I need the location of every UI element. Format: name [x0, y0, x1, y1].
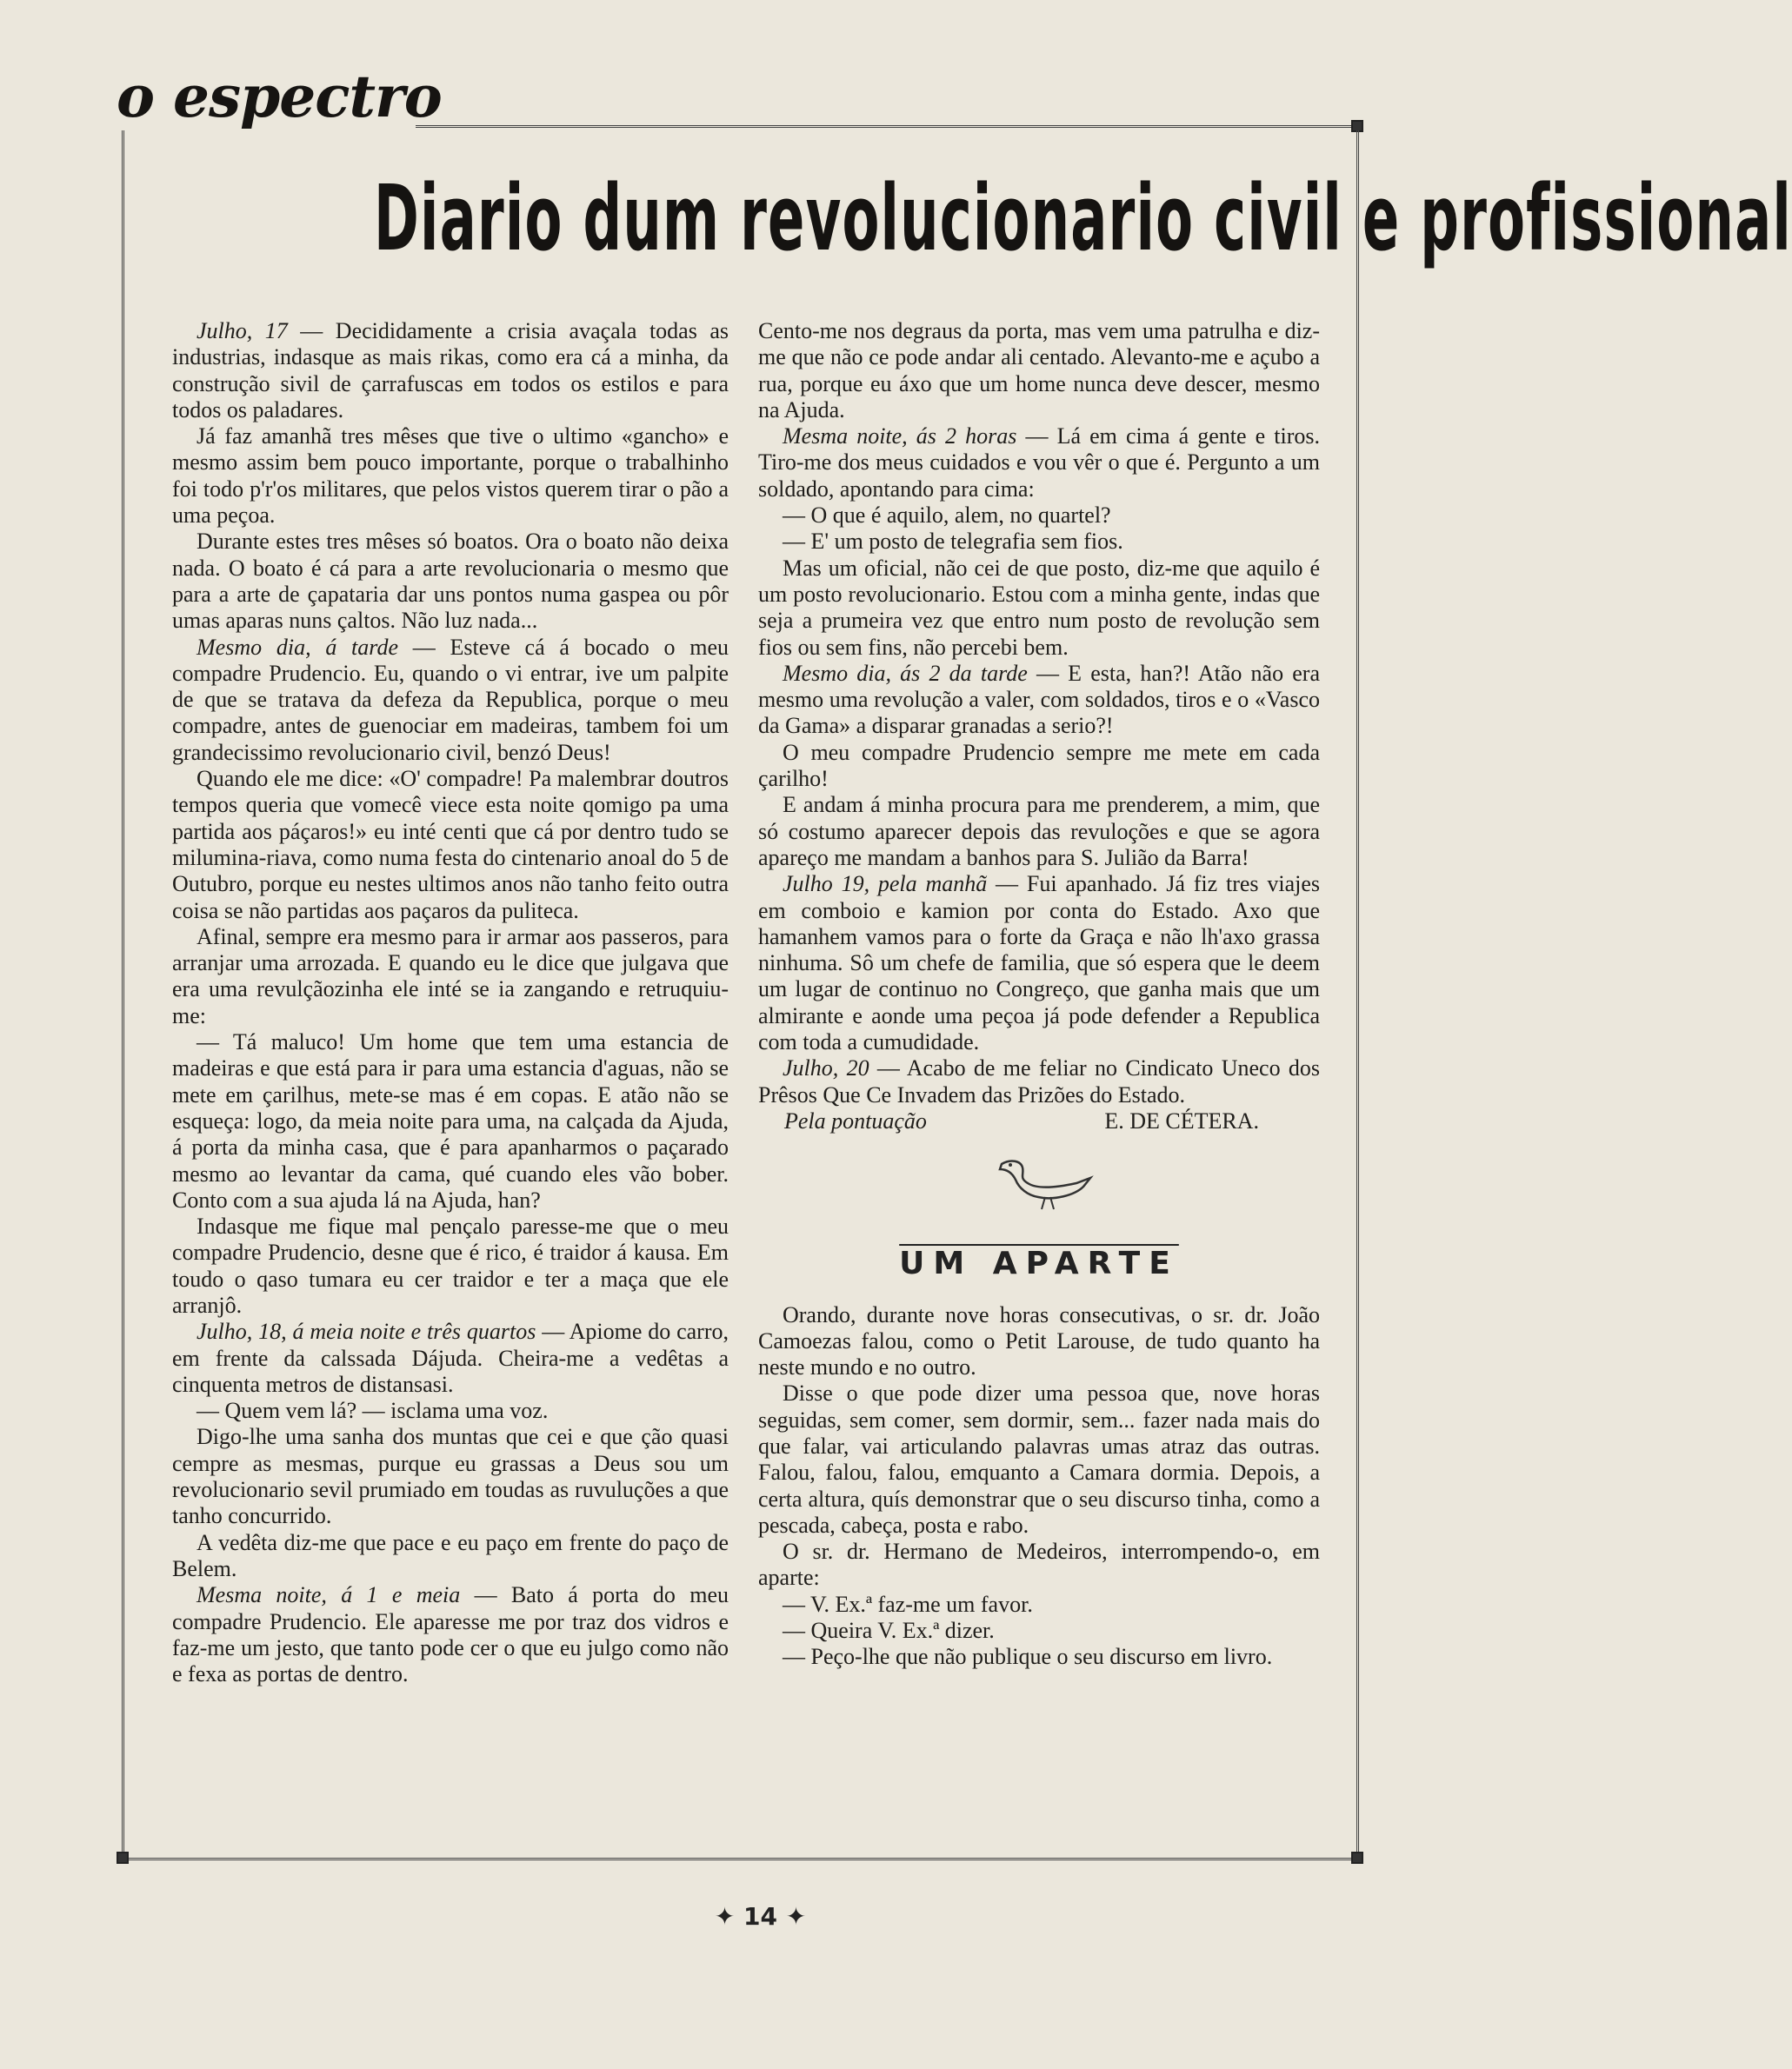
left_column-paragraph	[172, 1029, 729, 1214]
left_column-paragraph	[172, 1214, 729, 1319]
left_column-paragraph	[172, 924, 729, 1029]
diary-date: Mesma noite, á 1 e meia	[197, 1582, 461, 1608]
right_column-paragraph	[758, 423, 1320, 502]
paragraph-text: — Lá em cima á gente e tiros. Tiro-me dos meus cuidados e vou vêr o que é. Pergunto a um soldado, apontando para cima:	[758, 423, 1321, 502]
paragraph-text: — Peço-lhe que não publique o seu discurso em livro.	[783, 1644, 1273, 1670]
signature-line	[758, 1108, 1320, 1134]
aparte.paragraphs-paragraph	[758, 1618, 1320, 1644]
paragraph-text: — Apiome do carro, em frente da calssada Dájuda. Cheira-me a vedêtas a cinquenta metros de distansasi.	[172, 1319, 729, 1397]
bottom-rule	[122, 1858, 1359, 1860]
right_column-paragraph	[758, 502, 1320, 529]
paragraph-text: Cento-me nos degraus da porta, mas vem uma patrulha e diz-me que não ce pode andar ali centado. Alevanto-me e açubo a rua, porque eu áxo que um home nunca deve descer, mesmo na Ajuda.	[758, 318, 1320, 422]
right_column-paragraph	[758, 792, 1320, 871]
left_column-paragraph	[172, 318, 729, 423]
frame-left-rule	[122, 130, 124, 1860]
paragraph-text: Quando ele me dice: «O' compadre! Pa malembrar doutros tempos queria que vomecê viece esta noite qomigo pa uma partida aos páçaros!» eu inté centi que cá por dentro tudo se milumina-riava, como numa festa do cintenario anoal do 5 de Outubro, porque eu nestes ultimos anos não tanho feito outra coisa se não partidas aos paçaros da puliteca.	[172, 766, 729, 923]
aparte.paragraphs-paragraph	[758, 1380, 1320, 1539]
corner-ornament-bottom-right	[1351, 1852, 1363, 1864]
right_column-paragraph	[758, 556, 1320, 661]
right_column-paragraph	[758, 318, 1320, 423]
diary-date: Julho, 18, á meia noite e três quartos	[197, 1319, 536, 1345]
paragraph-text: — Fui apanhado. Já fiz tres viajes em comboio e kamion por conta do Estado. Axo que hamanhem vamos para o forte da Graça e não lh'axo grassa ninhuma. Sô um chefe de familia, que só espera que le deem um lugar de continuo no Congreço, que ganha mais que um almirante e aonde uma peçoa já pode defender a Republica com toda a cumudidade.	[758, 871, 1320, 1055]
left_column-paragraph	[172, 766, 729, 924]
paragraph-text: — V. Ex.ª faz-me um favor.	[783, 1591, 1033, 1617]
goose-ornament-icon	[993, 1152, 1097, 1213]
paragraph-text: Indasque me fique mal pençalo paresse-me que o meu compadre Prudencio, desne que é rico, é traidor á kausa. Em toudo o qaso tumara eu cer traidor e ter a maça que ele arranjô.	[172, 1214, 729, 1318]
right_column-paragraph	[758, 529, 1320, 555]
right_column-paragraph	[758, 740, 1320, 793]
diary-date: Mesmo dia, ás 2 da tarde	[783, 660, 1028, 686]
paragraph-text: Digo-lhe uma sanha dos muntas que cei e que ção quasi cempre as mesmas, purque eu grassas a Deus sou um revolucionario sevil prumiado em toudas as ruvuluções a que tanho concurrido.	[172, 1424, 729, 1529]
aparte.paragraphs-paragraph	[758, 1539, 1320, 1592]
paragraph-text: — Quem vem lá? — isclama uma voz.	[197, 1398, 549, 1424]
left_column-paragraph	[172, 423, 729, 529]
paragraph-text: Já faz amanhã tres mêses que tive o ultimo «gancho» e mesmo assim bem pouco importante, porque o trabalhinho foi todo p'r'os militares, que pelos vistos querem tirar o pão a uma peçoa.	[172, 423, 729, 529]
right-column-diary	[758, 318, 1320, 1108]
paragraph-text: — Tá maluco! Um home que tem uma estancia de madeiras e que está para ir para uma estancia d'aguas, não se mete em çarilhus, mete-se mas é em copas. E atão não se esqueça: logo, da meia noite para uma, na calçada da Ajuda, á porta da minha casa, que é para apanharmos o paçarado mesmo ao levantar da cama, qué cuando eles vão bober. Conto com a sua ajuda lá na Ajuda, han?	[172, 1029, 729, 1213]
aparte.paragraphs-paragraph	[758, 1592, 1320, 1618]
left_column-paragraph	[172, 635, 729, 766]
right_column-paragraph	[758, 661, 1320, 740]
paragraph-text: — E esta, han?! Atão não era mesmo uma revolução a valer, com soldados, tiros e o «Vasco da Gama» a disparar granadas a serio?!	[758, 660, 1320, 739]
right_column-paragraph	[758, 871, 1320, 1055]
diary-date: Mesmo dia, á tarde	[197, 634, 398, 660]
corner-ornament-bottom-left	[117, 1852, 129, 1864]
aparte-body	[758, 1302, 1320, 1671]
paragraph-text: — Esteve cá á bocado o meu compadre Prudencio. Eu, quando o vi entrar, ive um palpite de que se tratava da defeza da Republica, porque o meu compadre, antes de guenociar em madeiras, tambem foi um grandecissimo revolucionario civil, benzó Deus!	[172, 634, 729, 765]
diary-date: Julho, 20	[783, 1055, 869, 1081]
aparte.paragraphs-paragraph	[758, 1302, 1320, 1381]
signature-author: E. DE CÉTERA.	[1104, 1108, 1259, 1134]
right-column	[758, 318, 1320, 1671]
paragraph-text: — O que é aquilo, alem, no quartel?	[783, 502, 1111, 529]
diary-date: Mesma noite, ás 2 horas	[783, 423, 1017, 449]
left_column-paragraph	[172, 1424, 729, 1529]
page-number: ✦ 14 ✦	[714, 1902, 807, 1931]
paragraph-text: — Queira V. Ex.ª dizer.	[783, 1618, 995, 1644]
paragraph-text: A vedêta diz-me que pace e eu paço em frente do paço de Belem.	[172, 1529, 729, 1581]
top-rule	[416, 125, 1359, 128]
paragraph-text: — Decididamente a crisia avaçala todas as industrias, indasque as mais rikas, como era cá a minha, da construção sivil de çarrafuscas em todos os estilos e para todos os paladares.	[172, 318, 729, 422]
aparte-title: UM APARTE	[899, 1246, 1179, 1282]
paragraph-text: Disse o que pode dizer uma pessoa que, nove horas seguidas, sem comer, sem dormir, sem... fazer nada mais do que falar, vai articulando palavras umas atraz das outras. Falou, falou, falou, emquanto a Camara dormia. Depois, a certa altura, quís demonstrar que o seu discurso tinha, como a pescada, cabeça, posta e rabo.	[758, 1380, 1320, 1538]
left_column-paragraph	[172, 1398, 729, 1424]
paragraph-text: Durante estes tres mêses só boatos. Ora o boato não deixa nada. O boato é cá para a arte revolucionaria o mesmo que para a arte de çapataria dar uns pontos numa gaspea ou pôr umas aparas nuns çaltos. Não luz nada...	[172, 529, 729, 634]
left_column-paragraph	[172, 529, 729, 634]
signature-note: Pela pontuação	[784, 1108, 927, 1134]
left_column-paragraph	[172, 1319, 729, 1398]
paragraph-text: Mas um oficial, não cei de que posto, diz-me que aquilo é um posto revolucionario. Estou com a minha gente, indas que seja a prumeira vez que entro num posto de revolução sem fios ou sem fins, não percebi bem.	[758, 555, 1320, 660]
paragraph-text: Orando, durante nove horas consecutivas, o sr. dr. João Camoezas falou, como o Petit Larouse, de tudo quanto ha neste mundo e no outro.	[758, 1301, 1320, 1380]
left_column-paragraph	[172, 1582, 729, 1687]
paragraph-text: E andam á minha procura para me prenderem, a mim, que só costumo aparecer depois das revuloções e que se agora apareço me mandam a banhos para S. Julião da Barra!	[758, 792, 1320, 870]
diary-date: Julho 19, pela manhã	[783, 871, 988, 897]
paragraph-text: — Bato á porta do meu compadre Prudencio. Ele aparesse me por traz dos vidros e faz-me um jesto, que tanto pode cer o que eu julgo como não e fexa as portas de dentro.	[172, 1582, 729, 1687]
left-column	[172, 318, 729, 1687]
paragraph-text: — Acabo de me feliar no Cindicato Uneco dos Prêsos Que Ce Invadem das Prizões do Estado.	[758, 1055, 1320, 1108]
masthead-logo: o espectro	[117, 63, 442, 130]
paragraph-text: — E' um posto de telegrafia sem fios.	[783, 529, 1123, 555]
paragraph-text: O meu compadre Prudencio sempre me mete em cada çarilho!	[758, 739, 1320, 792]
diary-date: Julho, 17	[197, 318, 288, 343]
left_column-paragraph	[172, 1530, 729, 1583]
paragraph-text: O sr. dr. Hermano de Medeiros, interrompendo-o, em aparte:	[758, 1539, 1320, 1591]
right_column-paragraph	[758, 1055, 1320, 1108]
paragraph-text: Afinal, sempre era mesmo para ir armar aos passeros, para arranjar uma arrozada. E quando eu le dice que julgava que era uma revulçãozinha ele inté se ia zangando e retruquiu-me:	[172, 923, 729, 1028]
aparte.paragraphs-paragraph	[758, 1644, 1320, 1670]
article-headline: Diario dum revolucionario civil e profissional	[373, 165, 1792, 271]
frame-right-rule	[1356, 130, 1359, 1860]
